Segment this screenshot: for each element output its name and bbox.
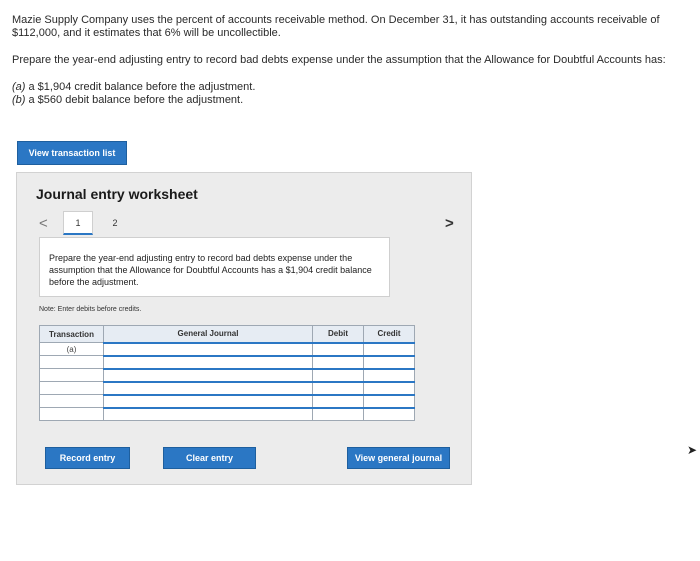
journal-header-row bbox=[40, 326, 415, 343]
debit-input[interactable] bbox=[313, 408, 364, 421]
tab-1[interactable]: 1 bbox=[63, 211, 93, 235]
problem-intro: Mazie Supply Company uses the percent of accounts receivable method. On December 31, it has outstanding accounts receivable of $112,000, and it estimates that 6% will be uncollectible. bbox=[12, 14, 660, 39]
credit-input[interactable] bbox=[364, 343, 415, 356]
transaction-cell bbox=[40, 382, 104, 395]
header-credit: Credit bbox=[364, 326, 415, 343]
clear-entry-button[interactable]: Clear entry bbox=[163, 447, 256, 469]
option-a-letter: (a) bbox=[12, 81, 26, 93]
chevron-left-icon[interactable]: < bbox=[39, 215, 48, 232]
general-journal-input[interactable] bbox=[104, 395, 313, 408]
journal-table bbox=[39, 325, 415, 421]
chevron-right-icon[interactable]: > bbox=[445, 215, 454, 232]
view-general-journal-button[interactable]: View general journal bbox=[347, 447, 450, 469]
view-transaction-list-button[interactable]: View transaction list bbox=[17, 141, 127, 165]
debit-input[interactable] bbox=[313, 395, 364, 408]
general-journal-input[interactable] bbox=[104, 343, 313, 356]
transaction-cell: (a) bbox=[40, 343, 104, 356]
record-entry-button[interactable]: Record entry bbox=[45, 447, 130, 469]
debit-input[interactable] bbox=[313, 356, 364, 369]
table-row bbox=[40, 369, 415, 382]
transaction-cell bbox=[40, 408, 104, 421]
transaction-cell bbox=[40, 356, 104, 369]
credit-input[interactable] bbox=[364, 369, 415, 382]
credit-input[interactable] bbox=[364, 408, 415, 421]
table-row bbox=[40, 395, 415, 408]
entry-note: Note: Enter debits before credits. bbox=[39, 306, 142, 313]
debit-input[interactable] bbox=[313, 343, 364, 356]
transaction-cell bbox=[40, 395, 104, 408]
entry-prompt: Prepare the year-end adjusting entry to record bad debts expense under the assumption that the Allowance for Doubtful Accounts has a $1,904 credit balance before the adjustment. bbox=[39, 237, 390, 297]
problem-statement bbox=[12, 14, 672, 107]
transaction-cell bbox=[40, 369, 104, 382]
debit-input[interactable] bbox=[313, 382, 364, 395]
table-row bbox=[40, 408, 415, 421]
header-general-journal: General Journal bbox=[104, 326, 313, 343]
header-debit: Debit bbox=[313, 326, 364, 343]
credit-input[interactable] bbox=[364, 382, 415, 395]
table-row bbox=[40, 343, 415, 356]
tab-2[interactable]: 2 bbox=[112, 218, 118, 228]
mouse-pointer-icon: ➤ bbox=[687, 443, 698, 457]
table-row bbox=[40, 382, 415, 395]
credit-input[interactable] bbox=[364, 395, 415, 408]
header-transaction: Transaction bbox=[40, 326, 104, 343]
option-b-letter: (b) bbox=[12, 94, 26, 106]
general-journal-input[interactable] bbox=[104, 408, 313, 421]
worksheet-title: Journal entry worksheet bbox=[36, 186, 198, 202]
general-journal-input[interactable] bbox=[104, 382, 313, 395]
option-b-text: a $560 debit balance before the adjustment. bbox=[25, 94, 244, 106]
table-row bbox=[40, 356, 415, 369]
general-journal-input[interactable] bbox=[104, 356, 313, 369]
general-journal-input[interactable] bbox=[104, 369, 313, 382]
journal-entry-worksheet bbox=[16, 172, 472, 485]
debit-input[interactable] bbox=[313, 369, 364, 382]
problem-options bbox=[12, 81, 672, 107]
problem-instruction: Prepare the year-end adjusting entry to record bad debts expense under the assumption that the Allowance for Doubtful Accounts has: bbox=[12, 54, 666, 66]
option-a bbox=[12, 81, 672, 94]
option-a-text: a $1,904 credit balance before the adjustment. bbox=[25, 81, 256, 93]
option-b bbox=[12, 94, 672, 107]
credit-input[interactable] bbox=[364, 356, 415, 369]
